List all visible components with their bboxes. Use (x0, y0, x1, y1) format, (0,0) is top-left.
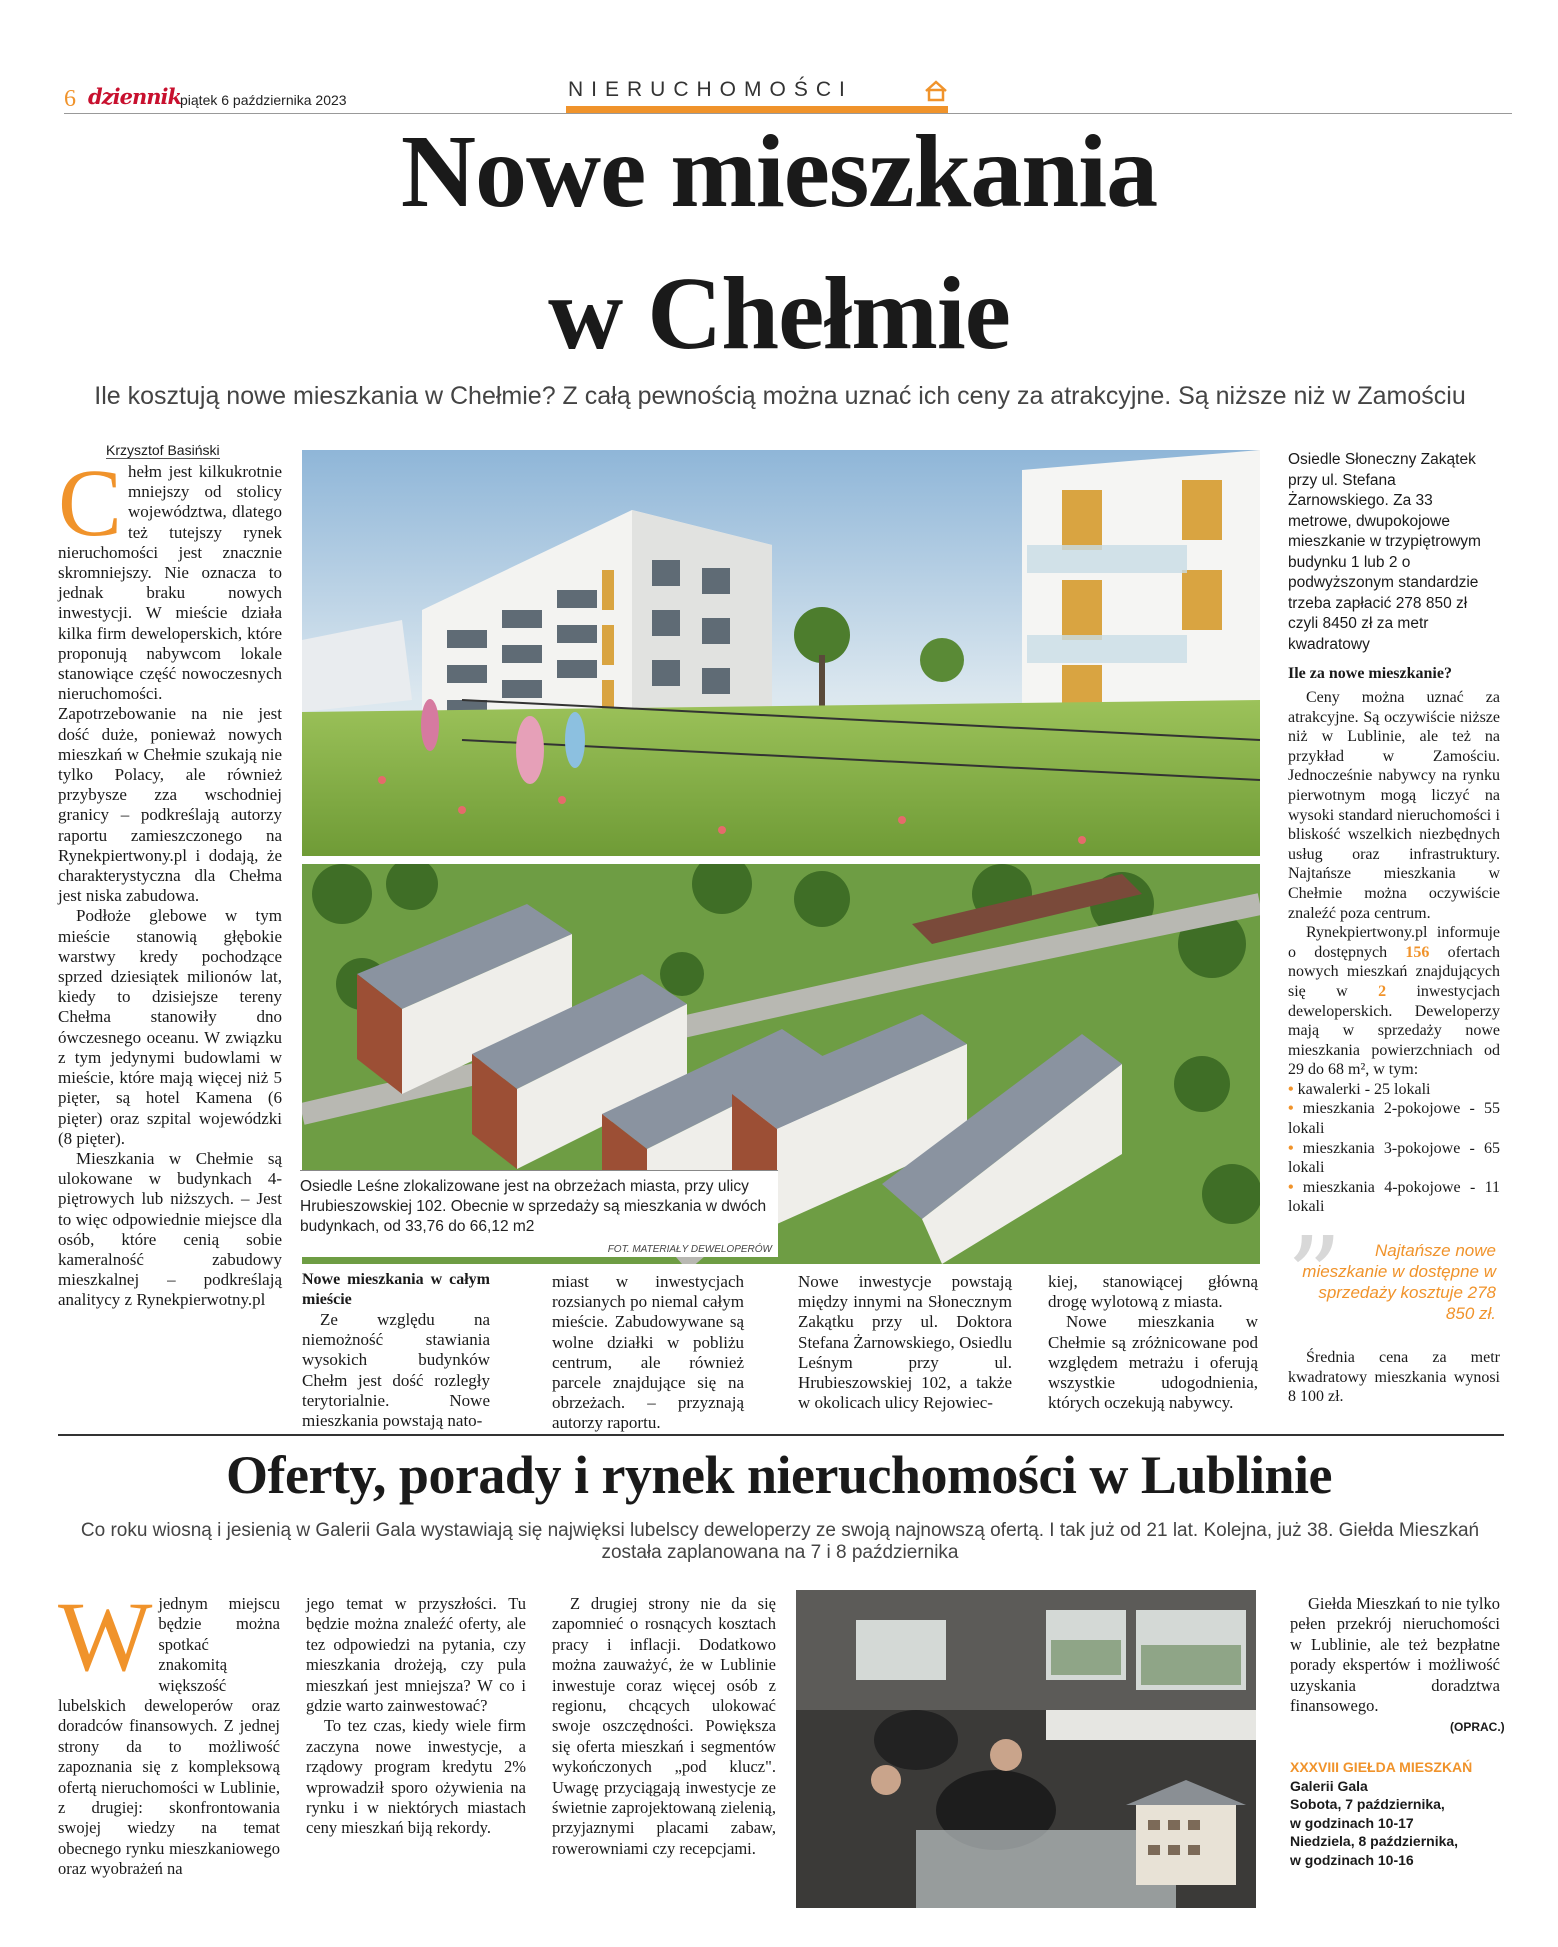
article-column-4 (798, 1272, 1012, 1413)
photo-caption: Osiedle Leśne zlokalizowane jest na obrzeżach miasta, przy ulicy Hrubieszowskiej 102. Obecnie w sprzedaży są mieszkania w dwóch budynkach, od 33,76 do 66,12 m2 (300, 1178, 767, 1235)
article2-column-2 (306, 1594, 526, 1839)
paragraph: Z drugiej strony nie da się zapomnieć o rosnących kosztach pracy i inflacji. Dodatkowo można zauważyć, że w Lublinie inwestuje coraz więcej osób z regionu, chcących ulokować swoje oszczędności. Powiększa się oferta mieszkań i segmentów wykończonych „pod klucz". Uwagę przyciągają inwestycje ze świetnie zaprojektowaną zielenią, przyjaznymi placami zabaw, rowerowniami czy recepcjami. (552, 1594, 776, 1858)
paragraph: Giełda Mieszkań to nie tylko pełen przekrój nieruchomości w Lublinie, ale też bezpłatne porady ekspertów i możliwość uzyskania doradztwa finansowego. (1290, 1594, 1500, 1716)
article2-column-1 (58, 1581, 280, 1880)
investment-count: 2 (1378, 982, 1387, 1000)
article-column-2 (302, 1270, 490, 1431)
pull-quote: Najtańsze nowe mieszkanie w dostępne w sprzedaży kosztuje 278 850 zł. (1302, 1241, 1496, 1323)
paragraph: Ze względu na niemożność stawiania wysokich budynków Chełm jest dość rozległy terytorialnie. Nowe mieszkania powstają nato- (302, 1310, 490, 1431)
sidebar-caption-text: Osiedle Słoneczny Zakątek przy ul. Stefana Żarnowskiego. Za 33 metrowe, dwupokojowe mieszkanie w trzypiętrowym budynku 1 lub 2 o podwyższonym standardzie trzeba zapłacić 278 850 zł czyli 8450 zł za metr kwadratowy (1288, 451, 1481, 653)
event-line: Galerii Gala (1290, 1777, 1368, 1794)
author-byline: Krzysztof Basiński (106, 442, 220, 458)
article-lead: Ile kosztują nowe mieszkania w Chełmie? Z całą pewnością można uznać ich ceny za atrakcyjne. Są niższe niż w Zamościu (94, 382, 1466, 410)
drop-cap: C (58, 449, 123, 556)
paragraph: Podłoże glebowe w tym mieście stanowią głębokie warstwy kredy pochodzące sprzed dziesiątek milionów lat, kiedy to dzisiejsze tereny Chełma stanowiły dno ówczesnego oceanu. W związku z tym jedynymi budowlami w mieście, które mają więcej niż 5 pięter, są hotel Kamena (6 pięter) oraz szpital wojewódzki (8 pięter). (58, 906, 282, 1148)
article2-title: Oferty, porady i rynek nieruchomości w Lublinie (225, 1445, 1333, 1505)
paragraph: To tez czas, kiedy wiele firm zaczyna nowe inwestycje, a rządowy program kredytu 2% wprowadził sporo ożywienia na rynku i w niektórych miastach ceny mieszkań biją rekordy. (306, 1716, 526, 1838)
event-box (1290, 1758, 1510, 1869)
sidebar-footer (1288, 1348, 1500, 1407)
article2-lead: Co roku wiosną i jesienią w Galerii Gala wystawiają się najwięksi lubelscy deweloperzy ze swoją najnowszą ofertą. I tak już od 21 lat. Kolejna, już 38. Giełda Mieszkań została zaplanowana na 7 i 8 października (80, 1520, 1480, 1563)
article-column-3 (552, 1272, 744, 1434)
text-run: Rynekpiertwony.pl informuje o dostępnych (1288, 924, 1500, 961)
drop-cap: W (58, 1581, 153, 1692)
photo-gielda-mieszkan (796, 1590, 1256, 1908)
article-column-5 (1048, 1272, 1258, 1413)
photo-caption-box (300, 1170, 778, 1257)
paragraph: Nowe mieszkania w Chełmie są zróżnicowane pod względem metrażu i oferują wszystkie udogodnienia, których oczekują nabywcy. (1048, 1312, 1258, 1413)
sidebar-caption (1288, 450, 1498, 655)
event-line: Sobota, 7 października, (1290, 1796, 1445, 1812)
event-title: XXXVIII GIEŁDA MIESZKAŃ (1290, 1759, 1473, 1775)
article2-column-3 (552, 1594, 776, 1859)
list-item: • mieszkania 4-pokojowe - 11 lokali (1288, 1178, 1500, 1217)
article-title-line2: w Chełmie (548, 256, 1010, 371)
list-item: • mieszkania 3-pokojowe - 65 lokali (1288, 1139, 1500, 1178)
section-heading: Nowe mieszkania w całym mieście (302, 1271, 490, 1308)
text-run: ofertach nowych mieszkań znajdujących się w (1288, 943, 1501, 1000)
list-item: • mieszkania 2-pokojowe - 55 lokali (1288, 1099, 1500, 1138)
sidebar-column (1288, 664, 1500, 1217)
paragraph: Mieszkania w Chełmie są ulokowane w budynkach 4-piętrowych lub niższych. – Jest to więc odpowiednie miejsce dla osób, które cenią sobie kameralność zabudowy mieszkalnej – podkreślają analitycy z Rynekpierwotny.pl (58, 1148, 282, 1310)
paragraph: kiej, stanowiącej główną drogę wylotową z miasta. (1048, 1272, 1258, 1312)
page-number: 6 (64, 86, 76, 112)
issue-date: piątek 6 października 2023 (180, 92, 347, 108)
article2-column-4 (1290, 1594, 1500, 1716)
paragraph: Nowe inwestycje powstają między innymi na Słonecznym Zakątku przy ul. Doktora Stefana Żarnowskiego, Osiedlu Leśnym przy ul. Hrubieszowskiej 102, a także w okolicach ulicy Rejowiec- (798, 1272, 1012, 1413)
house-icon (924, 80, 948, 102)
sidebar-heading: Ile za nowe mieszkanie? (1288, 665, 1452, 682)
paragraph: hełm jest kilkukrotnie mniejszy od stolicy województwa, dlatego też tutejszy rynek nieruchomości jest znacznie skromniejszy. Nie oznacza to jednak braku nowych inwestycji. W mieście działa kilka firm deweloperskich, które proponują nabywcom lokale stanowiące część nowoczesnych nieruchomości. Zapotrzebowanie na nie jest dość duże, ponieważ nowych mieszkań w Chełmie szukają nie tylko Polacy, ale również przybysze zza wschodniej granicy – podkreślają autorzy raportu zamieszczonego na Rynekpiertwony.pl i dodają, że charakterystyczna dla Chełma jest niska zabudowa. (58, 462, 282, 906)
article2-signature: (OPRAC.) (1450, 1720, 1505, 1734)
paragraph: Ceny można uznać za atrakcyjne. Są oczywiście niższe niż w Lublinie, ale też na przykład w Zamościu. Jednocześnie nabywcy na rynku pierwotnym mogą liczyć na wysoki standard nieruchomości i bliskość wszelkich niezbędnych usług oraz infrastruktury. Najtańsze mieszkania w Chełmie można oczywiście znaleźć poza centrum. (1288, 689, 1500, 922)
event-line: w godzinach 10-17 (1290, 1814, 1414, 1831)
text-run: inwestycjach deweloperskich. Deweloperzy mają w sprzedaży nowe mieszkania powierzchniach od 29 do 68 m², w tym: (1288, 982, 1500, 1079)
quote-mark-icon: ” (1286, 1213, 1343, 1341)
brand-logo: dziennik (88, 84, 182, 109)
list-item: • kawalerki - 25 lokali (1288, 1080, 1500, 1100)
paragraph: miast w inwestycjach rozsianych po niemal całym mieście. Zabudowywane są wolne działki w pobliżu centrum, ale również parcele znajdujące się na obrzeżach. – przyznają autorzy raportu. (552, 1272, 744, 1433)
photo-credit: FOT. MATERIAŁY DEWELOPERÓW (607, 1244, 772, 1255)
paragraph: Średnia cena za metr kwadratowy mieszkania wynosi 8 100 zł. (1288, 1349, 1500, 1406)
event-line: w godzinach 10-16 (1290, 1851, 1414, 1868)
photo-sloneczny-zakatek (302, 450, 1260, 856)
paragraph (1288, 923, 1500, 1080)
section-label: NIERUCHOMOŚCI (568, 78, 853, 101)
offer-count: 156 (1405, 943, 1430, 961)
article-title-line1: Nowe mieszkania (400, 114, 1158, 229)
paragraph: jednym miejscu będzie można spotkać znakomitą większość lubelskich deweloperów oraz doradców finansowych. Z jednej strony da to możliwość zapoznania się z kompleksową ofertą nieruchomości w Lublinie, z drugiej: skonfrontowania swojej wiedzy na temat obecnego rynku mieszkaniowego oraz wyobrażeń na (58, 1594, 280, 1879)
paragraph: jego temat w przyszłości. Tu będzie można znaleźć oferty, ale tez odpowiedzi na pytania, czy mieszkania drożeją, czy pula mieszkań jest mniejsza? W co i gdzie warto zainwestować? (306, 1594, 526, 1716)
article-divider (58, 1434, 1504, 1436)
apartment-type-list (1288, 1080, 1500, 1217)
event-line: Niedziela, 8 października, (1290, 1833, 1459, 1849)
